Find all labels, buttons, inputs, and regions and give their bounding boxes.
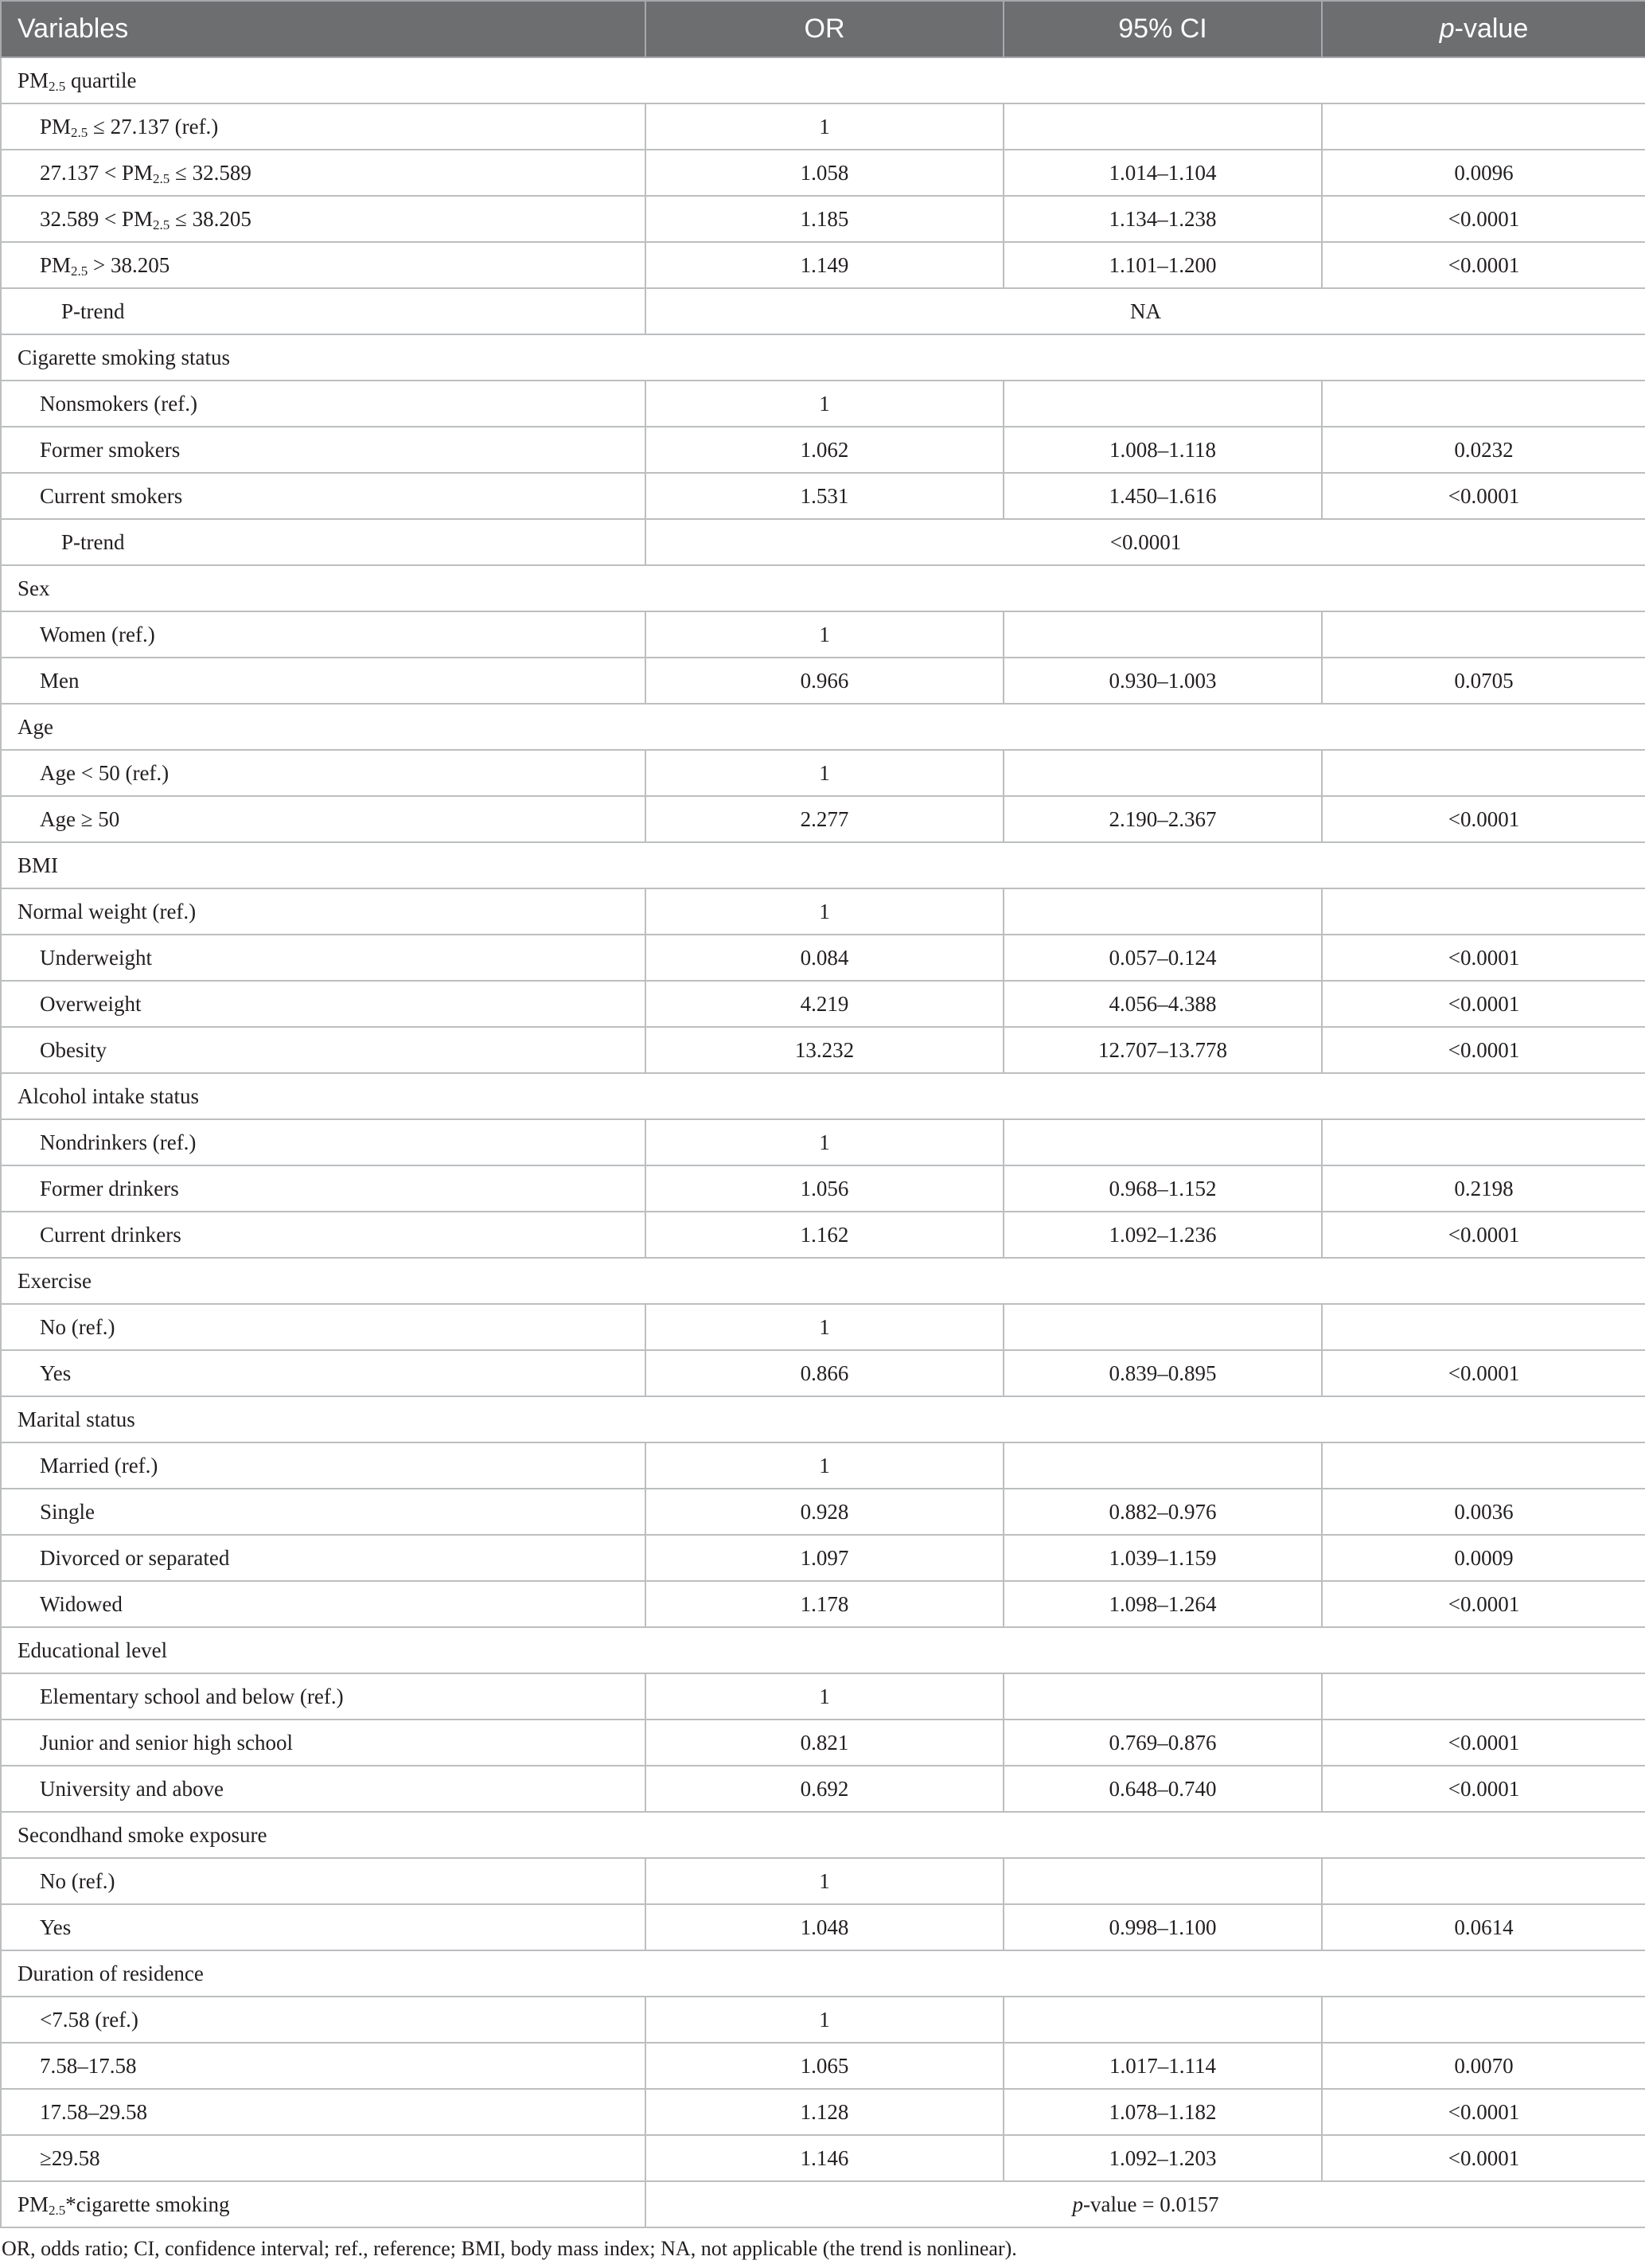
table-row	[1, 935, 1645, 981]
table-row	[1, 750, 1645, 796]
ci-value	[1004, 888, 1322, 935]
section-row	[1, 1812, 1645, 1858]
table-row	[1, 981, 1645, 1027]
header-p-value	[1322, 1, 1645, 57]
row-label: Normal weight (ref.)	[1, 888, 645, 935]
ci-value	[1004, 1304, 1322, 1350]
section-title: Educational level	[1, 1627, 1645, 1673]
p-value	[1322, 750, 1645, 796]
section-title: Duration of residence	[1, 1950, 1645, 1997]
ci-value	[1004, 381, 1322, 427]
or-value: 0.966	[645, 658, 1004, 704]
trend-value: <0.0001	[645, 519, 1645, 565]
section-title: Marital status	[1, 1396, 1645, 1442]
or-value: 1.531	[645, 473, 1004, 519]
or-value: 1.178	[645, 1581, 1004, 1627]
row-label: Yes	[1, 1350, 645, 1396]
row-label: Former smokers	[1, 427, 645, 473]
table-row	[1, 473, 1645, 519]
table-row	[1, 1119, 1645, 1165]
row-label: Former drinkers	[1, 1165, 645, 1212]
or-value: 1.058	[645, 150, 1004, 196]
header-ci: 95% CI	[1004, 1, 1322, 57]
or-value: 1	[645, 1673, 1004, 1720]
or-value: 13.232	[645, 1027, 1004, 1073]
row-label: Yes	[1, 1904, 645, 1950]
row-label: Age ≥ 50	[1, 796, 645, 842]
row-label: Current drinkers	[1, 1212, 645, 1258]
p-value: 0.0614	[1322, 1904, 1645, 1950]
table-row	[1, 1766, 1645, 1812]
ci-value	[1004, 1442, 1322, 1489]
ci-value: 0.769–0.876	[1004, 1720, 1322, 1766]
row-label: Obesity	[1, 1027, 645, 1073]
or-value: 1	[645, 888, 1004, 935]
ci-value: 1.008–1.118	[1004, 427, 1322, 473]
p-value	[1322, 103, 1645, 150]
p-value	[1322, 1858, 1645, 1904]
row-label: $32.589 < PM_{2.5} \le 38.205$	[1, 196, 645, 242]
table-row	[1, 103, 1645, 150]
or-value: 1.128	[645, 2089, 1004, 2135]
p-value	[1322, 1119, 1645, 1165]
p-value: 0.0705	[1322, 658, 1645, 704]
p-value: <0.0001	[1322, 935, 1645, 981]
row-label: 7.58–17.58	[1, 2043, 645, 2089]
or-value: 1	[645, 1304, 1004, 1350]
row-label: Underweight	[1, 935, 645, 981]
trend-label: P-trend	[1, 288, 645, 334]
ci-value: 0.998–1.100	[1004, 1904, 1322, 1950]
section-title: Alcohol intake status	[1, 1073, 1645, 1119]
or-value: 1.056	[645, 1165, 1004, 1212]
ci-value: 1.450–1.616	[1004, 473, 1322, 519]
trend-row-smoking	[1, 519, 1645, 565]
header-variables: Variables	[1, 1, 645, 57]
interaction-p-value: p-value = 0.0157	[645, 2181, 1645, 2227]
table-row	[1, 888, 1645, 935]
section-title: BMI	[1, 842, 1645, 888]
table-row	[1, 381, 1645, 427]
row-label: Age < 50 (ref.)	[1, 750, 645, 796]
p-value: 0.0070	[1322, 2043, 1645, 2089]
ci-value: 0.968–1.152	[1004, 1165, 1322, 1212]
trend-label: P-trend	[1, 519, 645, 565]
table-row	[1, 2135, 1645, 2181]
or-value: 1.149	[645, 242, 1004, 288]
table-row	[1, 427, 1645, 473]
table-row	[1, 196, 1645, 242]
table-row	[1, 1904, 1645, 1950]
table-row	[1, 1442, 1645, 1489]
row-label: Divorced or separated	[1, 1535, 645, 1581]
table-row	[1, 611, 1645, 658]
p-value: <0.0001	[1322, 2089, 1645, 2135]
ci-value: 2.190–2.367	[1004, 796, 1322, 842]
table-row	[1, 796, 1645, 842]
table-row	[1, 2043, 1645, 2089]
ci-value	[1004, 750, 1322, 796]
ci-value: 0.648–0.740	[1004, 1766, 1322, 1812]
p-value: <0.0001	[1322, 196, 1645, 242]
ci-value: 1.092–1.236	[1004, 1212, 1322, 1258]
table-row	[1, 242, 1645, 288]
or-value: 1	[645, 1858, 1004, 1904]
row-label: Married (ref.)	[1, 1442, 645, 1489]
section-title: Sex	[1, 565, 1645, 611]
ci-value: 1.092–1.203	[1004, 2135, 1322, 2181]
ci-value	[1004, 1858, 1322, 1904]
or-value: 1	[645, 1997, 1004, 2043]
row-label: Current smokers	[1, 473, 645, 519]
section-title: Age	[1, 704, 1645, 750]
row-label: <7.58 (ref.)	[1, 1997, 645, 2043]
ci-value	[1004, 611, 1322, 658]
section-row	[1, 1396, 1645, 1442]
table-row	[1, 1165, 1645, 1212]
section-title-pm25: $PM_{2.5}$ quartile	[1, 57, 1645, 103]
row-label: Single	[1, 1489, 645, 1535]
section-title: Exercise	[1, 1258, 1645, 1304]
header-or: OR	[645, 1, 1004, 57]
table-footnote: OR, odds ratio; CI, confidence interval; ref., reference; BMI, body mass index; NA, not applicable (the trend is nonlinear).	[2, 2237, 1017, 2260]
row-label: $27.137 < PM_{2.5} \le 32.589$	[1, 150, 645, 196]
table-row	[1, 658, 1645, 704]
or-value: 0.866	[645, 1350, 1004, 1396]
ci-value: 0.930–1.003	[1004, 658, 1322, 704]
ci-value: 0.057–0.124	[1004, 935, 1322, 981]
section-row	[1, 1073, 1645, 1119]
row-label: Elementary school and below (ref.)	[1, 1673, 645, 1720]
or-value: 1	[645, 750, 1004, 796]
section-row	[1, 842, 1645, 888]
p-value: <0.0001	[1322, 1581, 1645, 1627]
ci-value: 4.056–4.388	[1004, 981, 1322, 1027]
or-value: 1	[645, 611, 1004, 658]
p-value: <0.0001	[1322, 473, 1645, 519]
or-value: 1	[645, 1442, 1004, 1489]
row-label: No (ref.)	[1, 1304, 645, 1350]
ci-value: 12.707–13.778	[1004, 1027, 1322, 1073]
ci-value	[1004, 103, 1322, 150]
ci-value: 1.014–1.104	[1004, 150, 1322, 196]
section-row	[1, 1258, 1645, 1304]
interaction-row	[1, 2181, 1645, 2227]
header-p-rest: -value	[1454, 14, 1529, 44]
ci-value: 0.839–0.895	[1004, 1350, 1322, 1396]
p-value: <0.0001	[1322, 1027, 1645, 1073]
or-value: 1.062	[645, 427, 1004, 473]
ci-value: 1.134–1.238	[1004, 196, 1322, 242]
table-row	[1, 1027, 1645, 1073]
table-row	[1, 1535, 1645, 1581]
p-value: 0.0036	[1322, 1489, 1645, 1535]
section-row	[1, 704, 1645, 750]
section-title: Cigarette smoking status	[1, 334, 1645, 381]
section-title: Secondhand smoke exposure	[1, 1812, 1645, 1858]
or-value: 1	[645, 381, 1004, 427]
or-value: 0.821	[645, 1720, 1004, 1766]
p-value	[1322, 381, 1645, 427]
table-body	[1, 57, 1645, 565]
section-row-pm25	[1, 57, 1645, 103]
row-label: University and above	[1, 1766, 645, 1812]
row-label: Nondrinkers (ref.)	[1, 1119, 645, 1165]
p-value: 0.0009	[1322, 1535, 1645, 1581]
groups-body	[1, 565, 1645, 2181]
row-label: Overweight	[1, 981, 645, 1027]
table-row	[1, 1304, 1645, 1350]
trend-value: NA	[645, 288, 1645, 334]
table-row	[1, 1673, 1645, 1720]
p-value: <0.0001	[1322, 1766, 1645, 1812]
or-value: 2.277	[645, 796, 1004, 842]
p-value: <0.0001	[1322, 1720, 1645, 1766]
table-row	[1, 1997, 1645, 2043]
p-value: 0.2198	[1322, 1165, 1645, 1212]
or-value: 1	[645, 1119, 1004, 1165]
p-value	[1322, 1997, 1645, 2043]
table-row	[1, 150, 1645, 196]
interaction-body	[1, 2181, 1645, 2227]
or-value: 1.097	[645, 1535, 1004, 1581]
interaction-label: $PM_{2.5}*cigarette$ smoking	[1, 2181, 645, 2227]
ci-value	[1004, 1997, 1322, 2043]
row-label: $PM_{2.5} > 38.205$	[1, 242, 645, 288]
ci-value	[1004, 1119, 1322, 1165]
p-value: 0.0096	[1322, 150, 1645, 196]
section-row	[1, 1627, 1645, 1673]
section-row	[1, 565, 1645, 611]
table-row	[1, 1720, 1645, 1766]
p-value: <0.0001	[1322, 242, 1645, 288]
row-label: 17.58–29.58	[1, 2089, 645, 2135]
p-value	[1322, 1673, 1645, 1720]
header-p-italic: p	[1439, 14, 1455, 44]
ci-value	[1004, 1673, 1322, 1720]
p-value: <0.0001	[1322, 981, 1645, 1027]
section-row-smoking	[1, 334, 1645, 381]
table-row	[1, 2089, 1645, 2135]
row-label: Nonsmokers (ref.)	[1, 381, 645, 427]
or-value: 1	[645, 103, 1004, 150]
or-value: 1.185	[645, 196, 1004, 242]
table-row	[1, 1212, 1645, 1258]
p-value	[1322, 888, 1645, 935]
p-value	[1322, 1442, 1645, 1489]
trend-row-pm25	[1, 288, 1645, 334]
section-row	[1, 1950, 1645, 1997]
row-label: ≥29.58	[1, 2135, 645, 2181]
p-value: <0.0001	[1322, 1212, 1645, 1258]
ci-value: 1.039–1.159	[1004, 1535, 1322, 1581]
or-value: 4.219	[645, 981, 1004, 1027]
table-row	[1, 1858, 1645, 1904]
or-value: 0.692	[645, 1766, 1004, 1812]
table-row	[1, 1489, 1645, 1535]
row-label: No (ref.)	[1, 1858, 645, 1904]
row-label: Widowed	[1, 1581, 645, 1627]
p-value: <0.0001	[1322, 1350, 1645, 1396]
or-value: 1.048	[645, 1904, 1004, 1950]
row-label: Junior and senior high school	[1, 1720, 645, 1766]
ci-value: 1.078–1.182	[1004, 2089, 1322, 2135]
or-value: 0.928	[645, 1489, 1004, 1535]
ci-value: 1.101–1.200	[1004, 242, 1322, 288]
row-label: Women (ref.)	[1, 611, 645, 658]
p-value: <0.0001	[1322, 796, 1645, 842]
row-label: $PM_{2.5} \le 27.137$ (ref.)	[1, 103, 645, 150]
table-row	[1, 1581, 1645, 1627]
ci-value: 0.882–0.976	[1004, 1489, 1322, 1535]
header-row	[1, 1, 1645, 57]
p-value	[1322, 1304, 1645, 1350]
or-value: 1.146	[645, 2135, 1004, 2181]
or-value: 0.084	[645, 935, 1004, 981]
or-value: 1.162	[645, 1212, 1004, 1258]
p-value	[1322, 611, 1645, 658]
ci-value: 1.017–1.114	[1004, 2043, 1322, 2089]
p-value: 0.0232	[1322, 427, 1645, 473]
or-value: 1.065	[645, 2043, 1004, 2089]
table-row	[1, 1350, 1645, 1396]
ci-value: 1.098–1.264	[1004, 1581, 1322, 1627]
p-value: <0.0001	[1322, 2135, 1645, 2181]
row-label: Men	[1, 658, 645, 704]
